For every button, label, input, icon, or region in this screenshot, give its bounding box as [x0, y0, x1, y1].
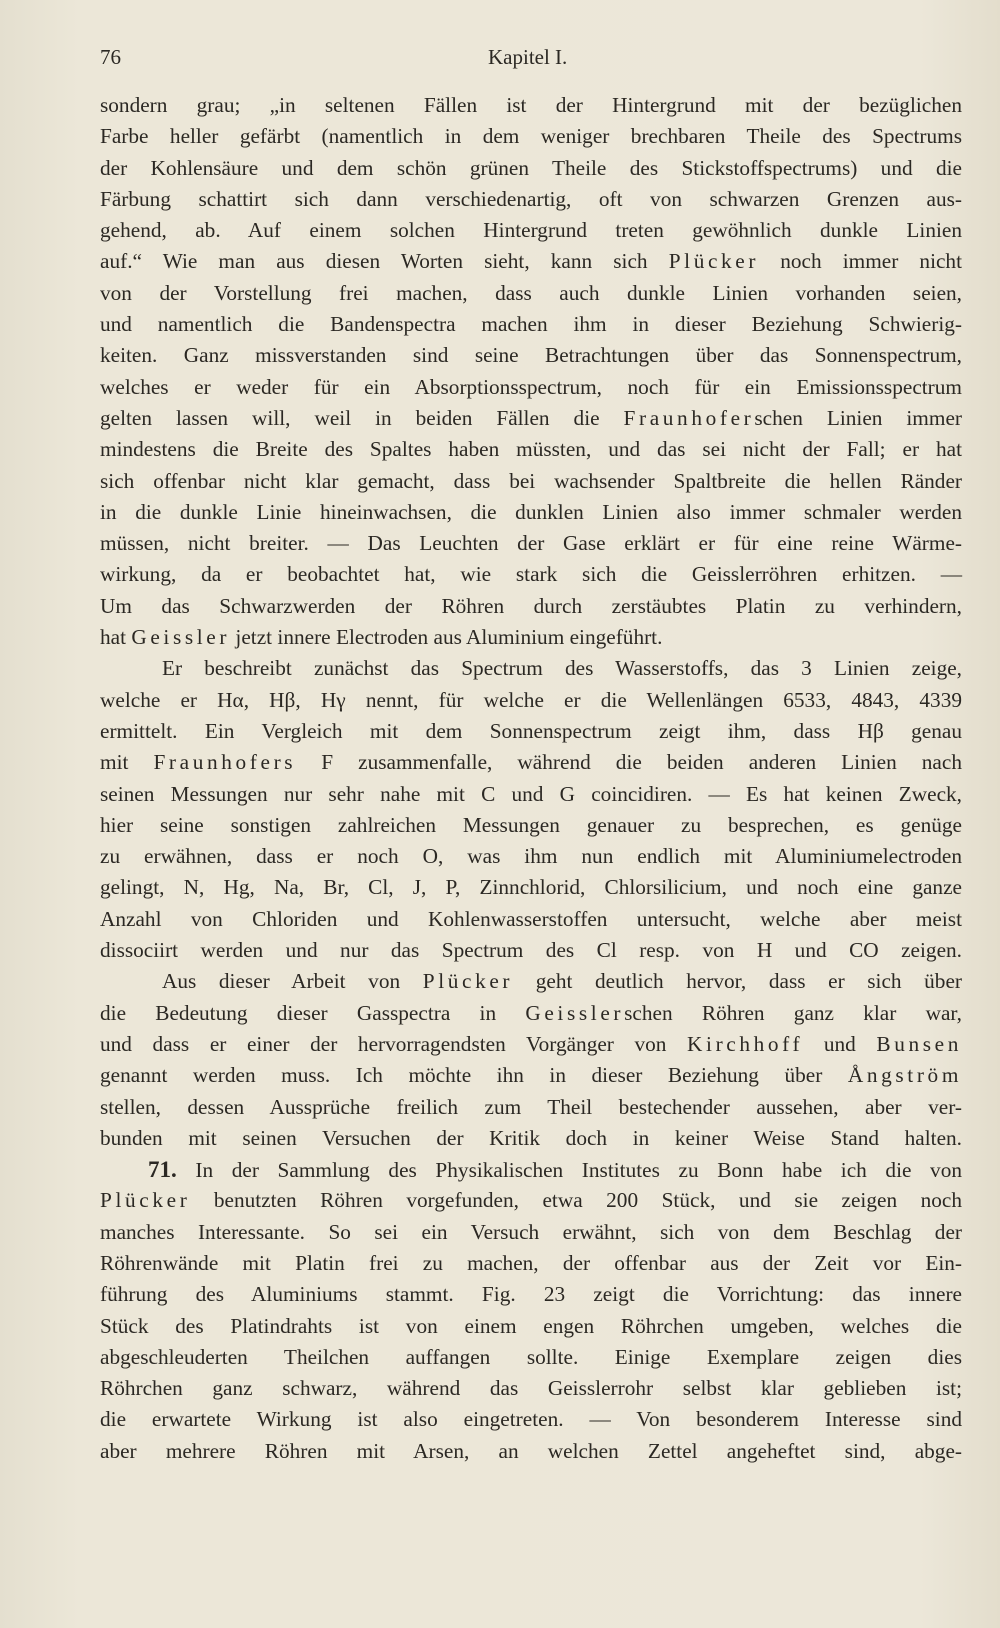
text-segment: bunden mit seinen Versuchen der Kritik doch in keiner Weise Stand halten. [100, 1125, 962, 1150]
text-segment: sich offenbar nicht klar gemacht, dass bei wachsender Spaltbreite die hellen Ränder [100, 468, 962, 493]
page-number: 76 [100, 45, 121, 69]
text-line [100, 1092, 962, 1123]
text-segment: und [803, 1031, 877, 1056]
text-line [100, 559, 962, 590]
text-segment: F zusammenfalle, während die beiden anderen Linien nach [296, 750, 962, 775]
text-segment: sondern grau; „in seltenen Fällen ist der Hintergrund mit der bezüglichen [100, 93, 962, 117]
text-line [100, 810, 962, 841]
text-line [100, 403, 962, 434]
spaced-name: Geissler [525, 1000, 625, 1025]
text-line [100, 1404, 962, 1435]
text-line [100, 685, 962, 716]
text-segment: hier seine sonstigen zahlreichen Messungen genauer zu besprechen, es genüge [100, 812, 962, 837]
text-segment: zu erwähnen, dass er noch O, was ihm nun endlich mit Aluminiumelectroden [100, 844, 962, 869]
text-line [100, 998, 962, 1029]
spaced-name: Fraunhofers [153, 750, 297, 775]
text-segment: die erwartete Wirkung ist also eingetreten. — Von besonderem Interesse sind [100, 1407, 962, 1432]
text-segment: wirkung, da er beobachtet hat, wie stark sich die Geisslerröhren erhitzen. — [100, 562, 962, 587]
text-line [100, 340, 962, 371]
text-segment: genannt werden muss. Ich möchte ihn in dieser Beziehung über [100, 1063, 848, 1088]
text-line [100, 779, 962, 810]
text-segment: der Kohlensäure und dem schön grünen Theile des Stickstoffspectrums) und die [100, 155, 962, 180]
text-line [100, 1029, 962, 1060]
text-segment: seinen Messungen nur sehr nahe mit C und G coincidiren. — Es hat keinen Zweck, [100, 781, 962, 806]
text-line [100, 153, 962, 184]
text-line [100, 716, 962, 747]
text-line [100, 904, 962, 935]
text-segment: gelten lassen will, weil in beiden Fällen die [100, 405, 624, 430]
text-line [100, 434, 962, 465]
text-segment: auf.“ Wie man aus diesen Worten sieht, kann sich [100, 249, 669, 274]
text-line [100, 966, 962, 997]
text-segment: Er beschreibt zunächst das Spectrum des Wasserstoffs, das 3 Linien zeige, [162, 656, 962, 681]
text-line [100, 1060, 962, 1091]
text-segment: manches Interessante. So sei ein Versuch erwähnt, sich von dem Beschlag der [100, 1219, 962, 1244]
text-line [100, 497, 962, 528]
spaced-name: Geissler [131, 625, 231, 650]
text-segment: In der Sammlung des Physikalischen Institutes zu Bonn habe ich die von [176, 1158, 962, 1183]
running-head: Kapitel I. [488, 45, 568, 69]
text-line [100, 1217, 962, 1248]
text-segment: müssen, nicht breiter. — Das Leuchten der Gase erklärt er für eine reine Wärme- [100, 531, 962, 556]
text-line [100, 1154, 962, 1185]
text-segment: gehend, ab. Auf einem solchen Hintergrund treten gewöhnlich dunkle Linien [100, 218, 962, 243]
spaced-name: Plücker [100, 1188, 191, 1213]
text-segment: jetzt innere Electroden aus Aluminium eingeführt. [230, 625, 663, 650]
text-segment: und dass er einer der hervorragendsten Vorgänger von [100, 1031, 688, 1056]
text-line [100, 1373, 962, 1404]
text-line [100, 747, 962, 778]
text-segment: Anzahl von Chloriden und Kohlenwasserstoffen untersucht, welche aber meist [100, 906, 962, 931]
text-line [100, 184, 962, 215]
page-header [100, 42, 880, 72]
text-line [100, 1123, 962, 1154]
text-segment: aber mehrere Röhren mit Arsen, an welchen Zettel angeheftet sind, abge- [100, 1438, 962, 1463]
text-segment: abgeschleuderten Theilchen auffangen sollte. Einige Exemplare zeigen dies [100, 1344, 962, 1369]
text-segment: Stück des Platindrahts ist von einem engen Röhrchen umgeben, welches die [100, 1313, 962, 1338]
text-line [100, 1436, 962, 1467]
text-line [100, 841, 962, 872]
text-segment: schen Röhren ganz klar war, [624, 1000, 962, 1025]
text-segment: und namentlich die Bandenspectra machen ihm in dieser Beziehung Schwierig- [100, 312, 962, 337]
text-segment: mit [100, 750, 154, 775]
text-segment: die Bedeutung dieser Gasspectra in [100, 1000, 526, 1025]
text-segment: führung des Aluminiums stammt. Fig. 23 zeigt die Vorrichtung: das innere [100, 1282, 962, 1307]
text-line [100, 309, 962, 340]
text-line [100, 935, 962, 966]
text-line [100, 215, 962, 246]
text-line [100, 1248, 962, 1279]
text-line [100, 653, 962, 684]
body-text [100, 90, 962, 1467]
text-segment: welche er Hα, Hβ, Hγ nennt, für welche er die Wellenlängen 6533, 4843, 4339 [100, 687, 962, 712]
text-segment: von der Vorstellung frei machen, dass auch dunkle Linien vorhanden seien, [100, 280, 962, 305]
text-segment: Farbe heller gefärbt (namentlich in dem weniger brechbaren Theile des Spectrums [100, 124, 962, 149]
text-segment: geht deutlich hervor, dass er sich über [513, 969, 962, 994]
text-line [100, 528, 962, 559]
text-line [100, 121, 962, 152]
text-segment: welches er weder für ein Absorptionsspectrum, noch für ein Emissionsspectrum [100, 374, 962, 399]
text-segment: dissociirt werden und nur das Spectrum des Cl resp. von H und CO zeigen. [100, 938, 962, 963]
spaced-name: Fraunhofer [623, 405, 755, 430]
text-line [100, 1279, 962, 1310]
text-line [100, 1185, 962, 1216]
section-number: 71. [148, 1157, 177, 1183]
text-segment: Färbung schattirt sich dann verschiedenartig, oft von schwarzen Grenzen aus- [100, 186, 962, 211]
text-line [100, 372, 962, 403]
text-segment: in die dunkle Linie hineinwachsen, die dunklen Linien also immer schmaler werden [100, 499, 962, 524]
text-segment: Aus dieser Arbeit von [162, 969, 423, 994]
text-segment: Röhrenwände mit Platin frei zu machen, der offenbar aus der Zeit vor Ein- [100, 1250, 962, 1275]
text-line [100, 246, 962, 277]
text-line [100, 872, 962, 903]
text-segment: hat [100, 625, 132, 650]
spaced-name: Ångström [847, 1063, 962, 1088]
text-segment: Um das Schwarzwerden der Röhren durch zerstäubtes Platin zu verhindern, [100, 593, 962, 618]
spaced-name: Bunsen [876, 1031, 963, 1056]
text-segment: gelingt, N, Hg, Na, Br, Cl, J, P, Zinnchlorid, Chlorsilicium, und noch eine ganze [100, 875, 962, 900]
text-segment: stellen, dessen Aussprüche freilich zum Theil bestechender aussehen, aber ver- [100, 1094, 962, 1119]
spaced-name: Plücker [668, 249, 760, 274]
text-line [100, 1342, 962, 1373]
text-segment: benutzten Röhren vorgefunden, etwa 200 Stück, und sie zeigen noch [190, 1188, 962, 1213]
spaced-name: Plücker [422, 969, 514, 994]
text-line [100, 90, 962, 121]
text-line [100, 1311, 962, 1342]
text-segment: Röhrchen ganz schwarz, während das Geisslerrohr selbst klar geblieben ist; [100, 1376, 962, 1401]
text-line [100, 591, 962, 622]
text-segment: mindestens die Breite des Spaltes haben müssten, und das sei nicht der Fall; er hat [100, 437, 962, 462]
text-segment: schen Linien immer [754, 405, 962, 430]
text-line [100, 466, 962, 497]
text-segment: keiten. Ganz missverstanden sind seine Betrachtungen über das Sonnenspectrum, [100, 343, 962, 368]
spaced-name: Kirchhoff [687, 1031, 804, 1056]
text-segment: noch immer nicht [759, 249, 962, 274]
text-line [100, 622, 962, 653]
text-segment: ermittelt. Ein Vergleich mit dem Sonnenspectrum zeigt ihm, dass Hβ genau [100, 718, 962, 743]
text-line [100, 278, 962, 309]
